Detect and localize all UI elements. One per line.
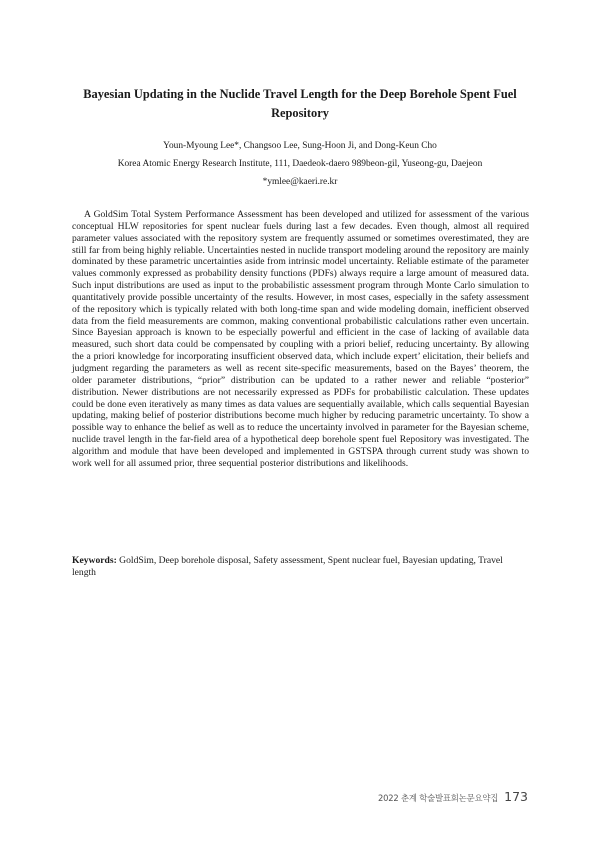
keywords-text: GoldSim, Deep borehole disposal, Safety assessment, Spent nuclear fuel, Bayesian updating, Travel length	[72, 555, 503, 578]
paper-title: Bayesian Updating in the Nuclide Travel Length for the Deep Borehole Spent Fuel Repository	[83, 87, 517, 120]
author-list: Youn-Myoung Lee*, Changsoo Lee, Sung-Hoon Ji, and Dong-Keun Cho	[163, 141, 437, 151]
keywords-line	[72, 555, 529, 579]
keywords-label: Keywords:	[72, 555, 117, 566]
affiliation: Korea Atomic Energy Research Institute, 111, Daedeok-daero 989beon-gil, Yuseong-gu, Daejeon	[117, 159, 483, 169]
page-number: 173	[504, 789, 528, 804]
page-footer	[378, 789, 528, 804]
proceedings-title: 2022 춘계 학술발표회논문요약집	[378, 793, 499, 803]
abstract-body: A GoldSim Total System Performance Assessment has been developed and utilized for assessment of the various conceptual HLW repositories for spent nuclear fuels during last a few decades. Even though, almost all required parameter values associated with the repository system are frequently assumed or sometimes overestimated, they are still far from being highly reliable. Uncertainties nested in nuclide transport modeling around the repository are mainly dominated by these parametric uncertainties aside from intrinsic model uncertainty. Reliable estimate of the parameter values commonly expressed as probability density functions (PDFs) always require a large amount of measured data. Such input distributions are used as input to the probabilistic assessment program through Monte Carlo simulation to quantitatively provide possible uncertainty of the results. However, in most cases, especially in the safety assessment of the repository which is typically related with both long-time span and wide modeling domain, inefficient observed data from the field measurements are common, making conventional probabilistic calculations rather even uncertain. Since Bayesian approach is known to be especially powerful and efficient in the case of lacking of available data measured, such short data could be compensated by coupling with a priori belief, reducing uncertainty. By allowing the a priori knowledge for incorporating insufficient observed data, which include expert’ elicitation, their beliefs and judgment regarding the parameters as well as recent site-specific measurements, based on the Bayes’ theorem, the older parameter distributions, “prior” distribution can be updated to a rather newer and reliable “posterior” distribution. Newer distributions are not necessarily expressed as PDFs for probabilistic calculation. These updates could be done even iteratively as many times as data values are sequentially available, which calls sequential Bayesian updating, making belief of posterior distributions become much higher by reducing parametric uncertainty. To show a possible way to enhance the belief as well as to reduce the uncertainty involved in parameter for the Bayesian scheme, nuclide travel length in the far-field area of a hypothetical deep borehole spent fuel Repository was investigated. The algorithm and module that have been developed and implemented in GSTSPA through current study was shown to work well for all assumed prior, three sequential posterior distributions and likelihoods.	[72, 209, 529, 469]
corresponding-email: *ymlee@kaeri.re.kr	[262, 177, 338, 187]
